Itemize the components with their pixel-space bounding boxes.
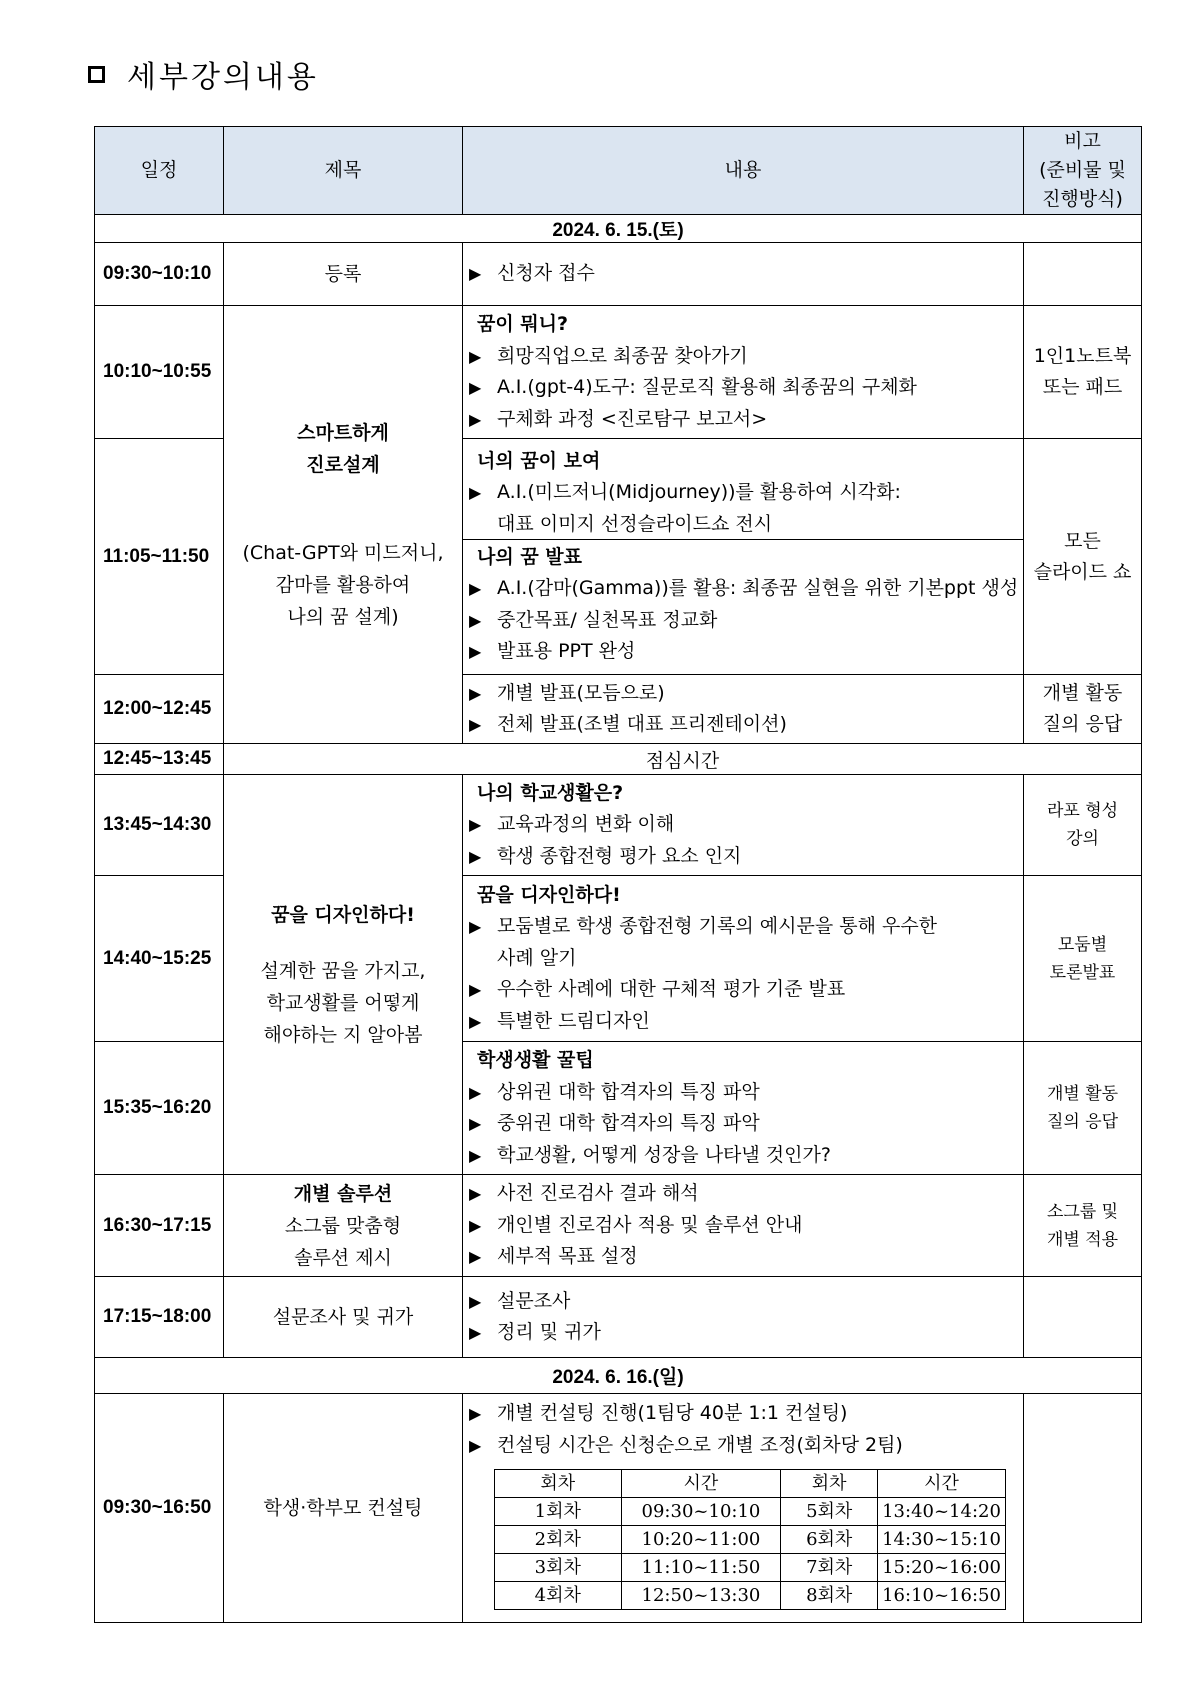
consult-header: 회차: [781, 1470, 878, 1498]
note-line: 모둠별: [1057, 934, 1108, 955]
subheading: 너의 꿈이 보여: [477, 449, 601, 472]
block2-title-cell: [224, 775, 463, 1175]
bullet-icon: ▶: [469, 1145, 482, 1165]
list-item: 정리 및 귀가: [497, 1321, 601, 1343]
consult-cell: 16:10~16:50: [878, 1582, 1006, 1610]
list-item: 세부적 목표 설정: [497, 1245, 638, 1268]
header-note-line: 진행방식): [1042, 188, 1123, 210]
solution-title-line: 솔루션 제시: [294, 1246, 392, 1269]
subheading: 나의 학교생활은?: [477, 781, 624, 804]
note-line: 개별 적용: [1046, 1229, 1119, 1250]
consult-cell: 12:50~13:30: [621, 1582, 781, 1610]
time-cell: 12:45~13:45: [95, 744, 224, 775]
time-cell: 13:45~14:30: [95, 775, 224, 876]
block1-title-cell: [224, 306, 463, 744]
content-cell: [463, 675, 1024, 744]
bullet-icon: ▶: [469, 1435, 482, 1455]
note-line: 1인1노트북: [1033, 345, 1132, 367]
square-outline-icon: [88, 66, 105, 83]
header-note: [1024, 127, 1142, 215]
consult-cell: 4회차: [495, 1582, 622, 1610]
consult-cell: 6회차: [781, 1526, 878, 1554]
bullet-icon: ▶: [469, 1291, 482, 1311]
content-cell: [463, 1394, 1024, 1623]
list-item: 학교생활, 어떻게 성장을 나타낼 것인가?: [497, 1143, 831, 1166]
consult-header-row: [495, 1470, 1006, 1498]
time-cell: 10:10~10:55: [95, 306, 224, 439]
content-cell: [463, 439, 1024, 675]
date-row: [95, 215, 1142, 243]
table-header-row: [95, 127, 1142, 215]
table-row: [95, 306, 1142, 439]
list-item: 컨설팅 시간은 신청순으로 개별 조정(회차당 2팀): [497, 1433, 903, 1456]
date-day2: 2024. 6. 16.(일): [95, 1358, 1142, 1394]
consult-cell: 8회차: [781, 1582, 878, 1610]
bullet-icon: ▶: [469, 1247, 482, 1267]
subheading: 나의 꿈 발표: [477, 545, 582, 568]
subheading: 학생생활 꿀팁: [477, 1049, 594, 1071]
note-cell: [1024, 243, 1142, 306]
page-title: [88, 52, 319, 96]
time-cell: 16:30~17:15: [95, 1175, 224, 1277]
bullet-icon: ▶: [469, 683, 482, 703]
content-cell: [463, 306, 1024, 439]
content-cell: [463, 1277, 1024, 1358]
list-item: 우수한 사례에 대한 구체적 평가 기준 발표: [497, 978, 846, 1001]
time-cell: 09:30~10:10: [95, 243, 224, 306]
consult-time-table: [494, 1469, 1006, 1610]
list-item: 개별 발표(모듬으로): [497, 681, 665, 704]
block2-desc: 해야하는 지 알아봄: [263, 1023, 423, 1046]
bullet-icon: ▶: [469, 579, 482, 598]
time-cell: 09:30~16:50: [95, 1394, 224, 1623]
consult-cell: 10:20~11:00: [621, 1526, 781, 1554]
table-row: [95, 1277, 1142, 1358]
list-item: 구체화 과정 <진로탐구 보고서>: [497, 407, 768, 430]
title-cell: 설문조사 및 귀가: [224, 1277, 463, 1358]
note-line: 소그룹 및: [1046, 1201, 1119, 1222]
table-row: [95, 775, 1142, 876]
block1-title-bold: 진로설계: [306, 453, 380, 476]
content-cell: [463, 243, 1024, 306]
consult-cell: 09:30~10:10: [621, 1498, 781, 1526]
subheading: 꿈을 디자인하다!: [477, 883, 621, 906]
list-item: 발표용 PPT 완성: [497, 640, 636, 662]
bullet-icon: ▶: [469, 1082, 482, 1102]
consult-row: [495, 1582, 1006, 1610]
list-item: 교육과정의 변화 이해: [497, 813, 675, 836]
header-date: 일정: [95, 127, 224, 215]
time-cell: 12:00~12:45: [95, 675, 224, 744]
consult-row: [495, 1526, 1006, 1554]
note-cell: [1024, 1277, 1142, 1358]
bullet-icon: ▶: [469, 980, 482, 1000]
note-line: 질의 응답: [1042, 713, 1123, 735]
solution-title-bold: 개별 솔루션: [293, 1182, 393, 1205]
header-note-line: 비고: [1064, 130, 1101, 152]
title-cell: [224, 1175, 463, 1277]
content-cell: [463, 876, 1024, 1042]
date-day1: 2024. 6. 15.(토): [95, 215, 1142, 243]
list-item: A.I.(감마(Gamma))를 활용: 최종꿈 실현을 위한 기본ppt 생성: [497, 577, 1019, 599]
list-item: 사전 진로검사 결과 해석: [497, 1182, 699, 1205]
note-cell: [1024, 876, 1142, 1042]
consult-header: 회차: [495, 1470, 622, 1498]
list-item: 설문조사: [497, 1289, 571, 1312]
block2-desc: 학교생활를 어떻게: [266, 991, 420, 1014]
note-line: 슬라이드 쇼: [1033, 560, 1132, 583]
bullet-icon: ▶: [469, 815, 482, 835]
lunch-label: 점심시간: [224, 744, 1142, 775]
bullet-icon: ▶: [469, 1323, 482, 1342]
content-cell: [463, 1175, 1024, 1277]
consult-cell: 7회차: [781, 1554, 878, 1582]
content-cell: [463, 1042, 1024, 1175]
block2-title-bold: 꿈을 디자인하다!: [271, 903, 415, 926]
bullet-icon: ▶: [469, 1215, 482, 1235]
time-cell: 11:05~11:50: [95, 439, 224, 675]
consult-row: [495, 1498, 1006, 1526]
note-cell: [1024, 1394, 1142, 1623]
consult-cell: 13:40~14:20: [878, 1498, 1006, 1526]
list-item: 희망직업으로 최종꿈 찾아가기: [497, 344, 748, 367]
consult-cell: 3회차: [495, 1554, 622, 1582]
consult-cell: 1회차: [495, 1498, 622, 1526]
bullet-icon: ▶: [469, 1114, 482, 1133]
consult-row: [495, 1554, 1006, 1582]
bullet-icon: ▶: [469, 917, 482, 937]
consult-cell: 11:10~11:50: [621, 1554, 781, 1582]
note-cell: [1024, 439, 1142, 675]
bullet-icon: ▶: [469, 846, 482, 866]
list-item: 전체 발표(조별 대표 프리젠테이션): [497, 713, 787, 735]
consult-header: 시간: [878, 1470, 1006, 1498]
list-item-continued: 대표 이미지 선정슬라이드쇼 전시: [497, 512, 773, 535]
note-line: 강의: [1066, 829, 1099, 849]
block2-desc: 설계한 꿈을 가지고,: [260, 959, 426, 982]
consult-cell: 2회차: [495, 1526, 622, 1554]
list-item: A.I.(gpt-4)도구: 질문로직 활용해 최종꿈의 구체화: [497, 376, 917, 398]
list-item: 학생 종합전형 평가 요소 인지: [497, 844, 742, 867]
date-row: [95, 1358, 1142, 1394]
list-item: 상위권 대학 합격자의 특징 파악: [497, 1080, 760, 1103]
consult-header: 시간: [621, 1470, 781, 1498]
bullet-icon: ▶: [469, 346, 482, 366]
consult-cell: 15:20~16:00: [878, 1554, 1006, 1582]
block1-desc: (Chat-GPT와 미드저니,: [242, 541, 444, 564]
note-line: 또는 패드: [1042, 376, 1123, 398]
bullet-icon: ▶: [469, 610, 482, 630]
solution-title-line: 소그룹 맞춤형: [284, 1214, 402, 1237]
note-cell: [1024, 1175, 1142, 1277]
list-item: 개인별 진로검사 적용 및 솔루션 안내: [497, 1213, 803, 1236]
bullet-icon: ▶: [469, 378, 482, 397]
time-cell: 14:40~15:25: [95, 876, 224, 1042]
list-item: 개별 컨설팅 진행(1팀당 40분 1:1 컨설팅): [497, 1402, 848, 1424]
page-title-text: 세부강의내용: [127, 60, 319, 95]
block1-desc: 나의 꿈 설계): [287, 605, 399, 628]
subheading: 꿈이 뭐니?: [477, 313, 569, 335]
block1-title-bold: 스마트하게: [297, 421, 389, 444]
list-item: A.I.(미드저니(Midjourney))를 활용하여 시각화:: [497, 481, 901, 503]
bullet-icon: ▶: [469, 715, 482, 734]
content-cell: [463, 775, 1024, 876]
bullet-icon: ▶: [469, 1011, 482, 1031]
list-item-continued: 사례 알기: [497, 946, 577, 969]
table-row: [95, 243, 1142, 306]
list-item: 특별한 드림디자인: [497, 1009, 650, 1032]
note-line: 개별 활동: [1042, 682, 1123, 704]
list-item: 중간목표/ 실천목표 정교화: [497, 608, 718, 631]
note-line: 개별 활동: [1046, 1084, 1119, 1104]
note-cell: [1024, 775, 1142, 876]
consult-cell: 14:30~15:10: [878, 1526, 1006, 1554]
list-item: 중위권 대학 합격자의 특징 파악: [497, 1112, 760, 1134]
schedule-table: [94, 126, 1142, 1623]
time-cell: 17:15~18:00: [95, 1277, 224, 1358]
lunch-row: [95, 744, 1142, 775]
header-note-line: (준비물 및: [1039, 159, 1126, 181]
note-line: 토론발표: [1049, 962, 1116, 983]
list-item: 모둠별로 학생 종합전형 기록의 예시문을 통해 우수한: [497, 915, 938, 938]
consult-cell: 5회차: [781, 1498, 878, 1526]
bullet-icon: ▶: [469, 1404, 482, 1423]
title-cell: 등록: [224, 243, 463, 306]
header-content: 내용: [463, 127, 1024, 215]
note-cell: [1024, 1042, 1142, 1175]
bullet-icon: ▶: [469, 1184, 482, 1204]
list-item: 신청자 접수: [497, 262, 595, 285]
bullet-icon: ▶: [469, 483, 482, 502]
note-line: 라포 형성: [1046, 801, 1119, 821]
title-cell: 학생·학부모 컨설팅: [224, 1394, 463, 1623]
time-cell: 15:35~16:20: [95, 1042, 224, 1175]
bullet-icon: ▶: [469, 409, 482, 429]
block1-desc: 감마를 활용하여: [275, 573, 411, 596]
header-title: 제목: [224, 127, 463, 215]
note-line: 질의 응답: [1046, 1112, 1119, 1132]
bullet-icon: ▶: [469, 642, 482, 661]
note-cell: [1024, 675, 1142, 744]
note-line: 모든: [1064, 529, 1101, 552]
table-row: [95, 1175, 1142, 1277]
bullet-icon: ▶: [469, 264, 482, 284]
note-cell: [1024, 306, 1142, 439]
table-row: [95, 1394, 1142, 1623]
